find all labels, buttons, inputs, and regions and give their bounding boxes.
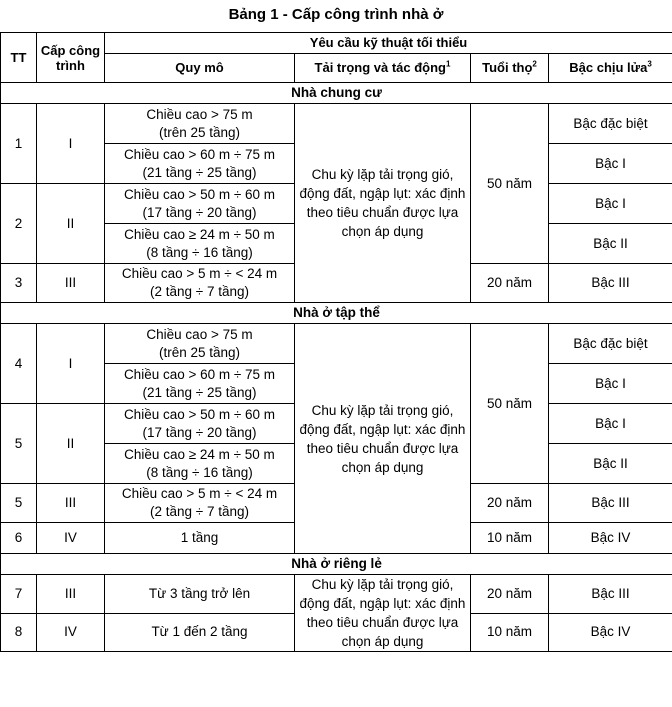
cell-bac-chiu-lua: Bậc I [549, 184, 672, 224]
footnote-1: 1 [446, 59, 451, 69]
quy-mo-line: Chiều cao ≥ 24 m ÷ 50 m [124, 226, 275, 242]
cell-tuoi-tho: 10 năm [471, 613, 549, 652]
cell-quy-mo [105, 264, 295, 303]
header-cap: Cấp công trình [37, 33, 105, 83]
quy-mo-line: Chiều cao > 60 m ÷ 75 m [123, 146, 276, 162]
cell-tt: 5 [1, 484, 37, 523]
cell-bac-chiu-lua: Bậc IV [549, 523, 672, 554]
cell-tuoi-tho: 50 năm [471, 324, 549, 484]
table-row [1, 324, 672, 364]
quy-mo-line: Chiều cao > 75 m [146, 106, 253, 122]
cell-tt: 8 [1, 613, 37, 652]
header-requirements: Yêu cầu kỹ thuật tối thiểu [105, 33, 672, 54]
section-nha-o-tap-the: Nhà ở tập thể [1, 303, 672, 324]
housing-classification-table [0, 32, 672, 652]
cell-tt: 4 [1, 324, 37, 404]
quy-mo-line: (21 tầng ÷ 25 tầng) [142, 384, 257, 400]
quy-mo-line: Chiều cao > 5 m ÷ < 24 m [121, 486, 278, 501]
cell-tt: 6 [1, 523, 37, 554]
cell-tuoi-tho: 10 năm [471, 523, 549, 554]
cell-tuoi-tho: 20 năm [471, 575, 549, 614]
cell-tuoi-tho: 20 năm [471, 264, 549, 303]
cell-bac-chiu-lua: Bậc đặc biệt [549, 104, 672, 144]
header-tuoi-tho-label: Tuổi thọ [482, 60, 533, 75]
cell-quy-mo: Từ 1 đến 2 tầng [105, 613, 295, 652]
cell-bac-chiu-lua: Bậc III [549, 264, 672, 303]
cell-bac-chiu-lua: Bậc I [549, 144, 672, 184]
cell-bac-chiu-lua: Bậc IV [549, 613, 672, 652]
cell-bac-chiu-lua: Bậc I [549, 404, 672, 444]
quy-mo-line: Chiều cao > 75 m [146, 326, 253, 342]
header-tt: TT [1, 33, 37, 83]
cell-cap: IV [37, 613, 105, 652]
cell-quy-mo [105, 444, 295, 484]
cell-tt: 2 [1, 184, 37, 264]
cell-quy-mo [105, 484, 295, 523]
cell-cap: IV [37, 523, 105, 554]
cell-cap: III [37, 484, 105, 523]
cell-cap: I [37, 324, 105, 404]
quy-mo-line: Chiều cao > 50 m ÷ 60 m [123, 186, 276, 202]
table-row [1, 104, 672, 144]
quy-mo-line: (17 tầng ÷ 20 tầng) [142, 424, 257, 440]
cell-cap: III [37, 575, 105, 614]
table-title: Bảng 1 - Cấp công trình nhà ở [228, 6, 444, 23]
quy-mo-line: Chiều cao > 60 m ÷ 75 m [123, 366, 276, 382]
cell-tuoi-tho: 20 năm [471, 484, 549, 523]
table-row [1, 575, 672, 614]
cell-tai-trong: Chu kỳ lặp tải trọng gió, động đất, ngập lụt: xác định theo tiêu chuẩn được lựa chọn áp dụng [295, 104, 471, 303]
cell-quy-mo [105, 364, 295, 404]
cell-quy-mo [105, 404, 295, 444]
cell-quy-mo [105, 184, 295, 224]
cell-bac-chiu-lua: Bậc đặc biệt [549, 324, 672, 364]
header-tai-trong-label: Tải trọng và tác động [314, 60, 446, 75]
cell-tt: 1 [1, 104, 37, 184]
section-nha-o-rieng-le: Nhà ở riêng lẻ [1, 554, 672, 575]
cell-tt: 5 [1, 404, 37, 484]
section-row [1, 554, 672, 575]
cell-cap: II [37, 404, 105, 484]
header-bac-chiu-lua-label: Bậc chịu lửa [569, 60, 648, 75]
quy-mo-line: (2 tầng ÷ 7 tầng) [150, 284, 249, 299]
quy-mo-line: (8 tầng ÷ 16 tầng) [146, 464, 253, 480]
cell-bac-chiu-lua: Bậc III [549, 484, 672, 523]
cell-quy-mo [105, 144, 295, 184]
cell-quy-mo [105, 224, 295, 264]
cell-cap: II [37, 184, 105, 264]
footnote-2: 2 [532, 59, 537, 69]
quy-mo-line: Chiều cao > 5 m ÷ < 24 m [121, 266, 278, 281]
cell-tai-trong: Chu kỳ lặp tải trọng gió, động đất, ngập lụt: xác định theo tiêu chuẩn được lựa chọn áp dụng [295, 324, 471, 554]
cell-tai-trong: Chu kỳ lặp tải trọng gió, động đất, ngập lụt: xác định theo tiêu chuẩn được lựa chọn áp dụng [295, 575, 471, 652]
header-bac-chiu-lua [549, 54, 672, 83]
cell-bac-chiu-lua: Bậc II [549, 224, 672, 264]
cell-bac-chiu-lua: Bậc III [549, 575, 672, 614]
cell-cap: I [37, 104, 105, 184]
header-row [1, 33, 672, 54]
cell-tt: 3 [1, 264, 37, 303]
header-quy-mo: Quy mô [105, 54, 295, 83]
quy-mo-line: Chiều cao ≥ 24 m ÷ 50 m [124, 446, 275, 462]
header-tai-trong [295, 54, 471, 83]
quy-mo-line: Chiều cao > 50 m ÷ 60 m [123, 406, 276, 422]
quy-mo-line: (21 tầng ÷ 25 tầng) [142, 164, 257, 180]
section-row [1, 303, 672, 324]
quy-mo-line: (17 tầng ÷ 20 tầng) [142, 204, 257, 220]
cell-quy-mo [105, 324, 295, 364]
cell-tt: 7 [1, 575, 37, 614]
cell-cap: III [37, 264, 105, 303]
cell-bac-chiu-lua: Bậc II [549, 444, 672, 484]
cell-quy-mo: 1 tầng [105, 523, 295, 554]
quy-mo-line: (trên 25 tầng) [158, 124, 241, 140]
section-nha-chung-cu: Nhà chung cư [1, 83, 672, 104]
cell-tuoi-tho: 50 năm [471, 104, 549, 264]
cell-quy-mo [105, 104, 295, 144]
quy-mo-line: (2 tầng ÷ 7 tầng) [150, 504, 249, 519]
cell-quy-mo: Từ 3 tầng trở lên [105, 575, 295, 614]
cell-bac-chiu-lua: Bậc I [549, 364, 672, 404]
header-tuoi-tho [471, 54, 549, 83]
section-row [1, 83, 672, 104]
quy-mo-line: (8 tầng ÷ 16 tầng) [146, 244, 253, 260]
footnote-3: 3 [647, 59, 652, 69]
quy-mo-line: (trên 25 tầng) [158, 344, 241, 360]
